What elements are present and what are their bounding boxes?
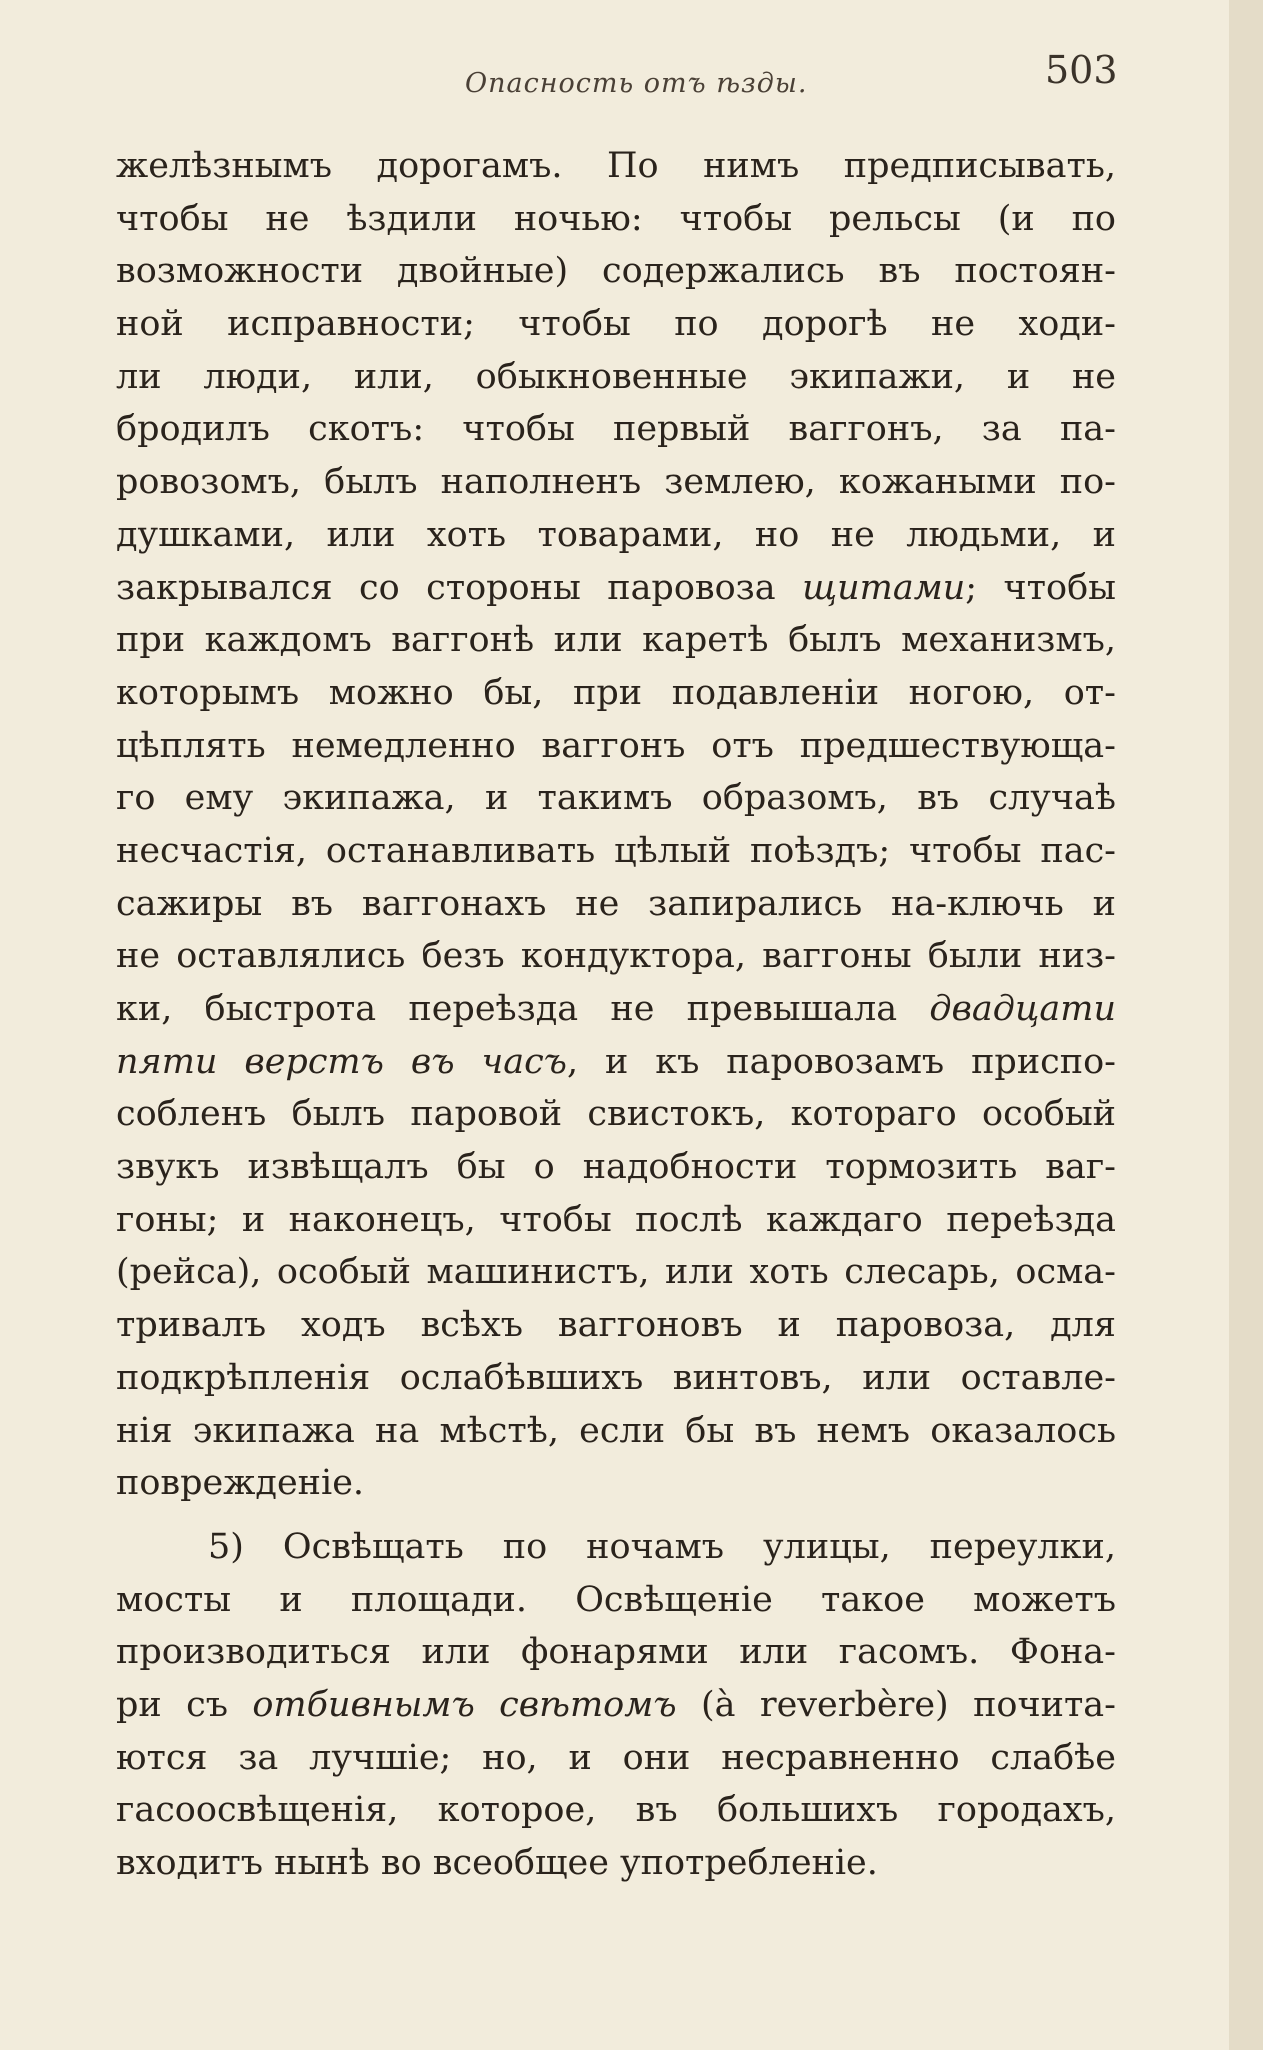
line-text: ли люди, или, обыкновенные экипажи, и не <box>116 356 1116 397</box>
text-line <box>116 1837 1116 1890</box>
line-text: сажиры въ ваггонахъ не запирались на-ключь и <box>116 883 1116 924</box>
line-text: (à reverbère) почита- <box>676 1684 1116 1725</box>
running-head <box>0 48 1229 118</box>
line-text: подкрѣпленія ослабѣвшихъ винтовъ, или оставле- <box>116 1357 1116 1398</box>
line-text: мосты и площади. Освѣщеніе такое можетъ <box>116 1579 1116 1620</box>
line-text: собленъ былъ паровой свистокъ, котораго особый <box>116 1094 1116 1135</box>
line-text: нія экипажа на мѣстѣ, если бы въ немъ оказалось <box>116 1410 1116 1451</box>
running-title: Опасность отъ ѣзды. <box>465 68 808 99</box>
italic-emphasis: щитами <box>802 567 966 608</box>
text-line <box>116 1784 1116 1837</box>
text-line <box>116 1088 1116 1141</box>
text-line <box>116 720 1116 773</box>
line-text: бродилъ скотъ: чтобы первый ваггонъ, за па- <box>116 409 1116 450</box>
page-number: 503 <box>1045 48 1118 92</box>
text-line <box>116 140 1116 193</box>
italic-emphasis: пяти верстъ въ часъ <box>116 1041 568 1082</box>
text-line <box>116 1457 1116 1510</box>
line-text: ; чтобы <box>965 567 1117 608</box>
line-text: ной исправности; чтобы по дорогѣ не ходи- <box>116 304 1116 345</box>
text-line <box>116 456 1116 509</box>
line-text: производиться или фонарями или гасомъ. Фона- <box>116 1632 1116 1673</box>
text-line <box>116 562 1116 615</box>
text-line <box>116 298 1116 351</box>
text-line <box>116 1405 1116 1458</box>
line-text: чтобы не ѣздили ночью: чтобы рельсы (и по <box>116 198 1116 239</box>
line-text: го ему экипажа, и такимъ образомъ, въ случаѣ <box>116 778 1116 819</box>
text-line <box>116 930 1116 983</box>
text-line <box>116 1246 1116 1299</box>
paragraph <box>116 140 1116 1510</box>
text-line <box>116 878 1116 931</box>
line-text: гоны; и наконецъ, чтобы послѣ каждаго переѣзда <box>116 1199 1116 1240</box>
text-line <box>116 1626 1116 1679</box>
line-text: ются за лучшіе; но, и они несравненно слабѣе <box>116 1737 1116 1778</box>
line-text: гасоосвѣщенія, которое, въ большихъ городахъ, <box>116 1790 1116 1831</box>
text-line <box>116 1299 1116 1352</box>
text-line <box>116 509 1116 562</box>
line-text: , и къ паровозамъ приспо- <box>567 1041 1116 1082</box>
text-line <box>116 1194 1116 1247</box>
text-line <box>116 614 1116 667</box>
text-line <box>116 351 1116 404</box>
line-text: 5) Освѣщать по ночамъ улицы, переулки, <box>208 1526 1116 1567</box>
text-line <box>116 1036 1116 1089</box>
line-text: при каждомъ ваггонѣ или каретѣ былъ механизмъ, <box>116 620 1116 661</box>
text-line <box>116 667 1116 720</box>
italic-emphasis: отбивнымъ свѣтомъ <box>252 1684 677 1725</box>
text-line <box>116 1141 1116 1194</box>
line-text: душками, или хоть товарами, но не людьми, и <box>116 514 1116 555</box>
text-line <box>116 193 1116 246</box>
text-line <box>116 983 1116 1036</box>
text-line <box>116 772 1116 825</box>
line-text: ровозомъ, былъ наполненъ землею, кожаными по- <box>116 462 1116 503</box>
text-line <box>116 1679 1116 1732</box>
line-text: закрывался со стороны паровоза <box>116 567 803 608</box>
line-text: которымъ можно бы, при подавленіи ногою, от- <box>116 672 1116 713</box>
text-line <box>116 1732 1116 1785</box>
text-line <box>116 245 1116 298</box>
text-line <box>116 1352 1116 1405</box>
text-line <box>116 403 1116 456</box>
text-line <box>116 825 1116 878</box>
line-text: не оставлялись безъ кондуктора, ваггоны были низ- <box>116 936 1116 977</box>
line-text: входитъ нынѣ во всеобщее употребленіе. <box>116 1843 878 1883</box>
line-text: ри съ <box>116 1684 253 1725</box>
italic-emphasis: двадцати <box>929 989 1116 1029</box>
text-line <box>116 1574 1116 1627</box>
line-text: (рейса), особый машинистъ, или хоть слесарь, осма- <box>116 1252 1116 1293</box>
body-text <box>116 140 1116 1890</box>
line-text: несчастія, останавливать цѣлый поѣздъ; чтобы пас- <box>116 830 1116 871</box>
line-text: ки, быстрота переѣзда не превышала <box>116 989 930 1029</box>
line-text: возможности двойные) содержались въ постоян- <box>116 251 1116 292</box>
text-line <box>116 1521 1116 1574</box>
paragraph <box>116 1521 1116 1890</box>
line-text: тривалъ ходъ всѣхъ ваггоновъ и паровоза, для <box>116 1305 1116 1346</box>
line-text: цѣплять немедленно ваггонъ отъ предшествующа- <box>116 725 1116 766</box>
line-text: звукъ извѣщалъ бы о надобности тормозить ваг- <box>116 1147 1116 1188</box>
line-text: желѣзнымъ дорогамъ. По нимъ предписывать, <box>116 146 1116 186</box>
line-text: поврежденіе. <box>116 1463 365 1504</box>
